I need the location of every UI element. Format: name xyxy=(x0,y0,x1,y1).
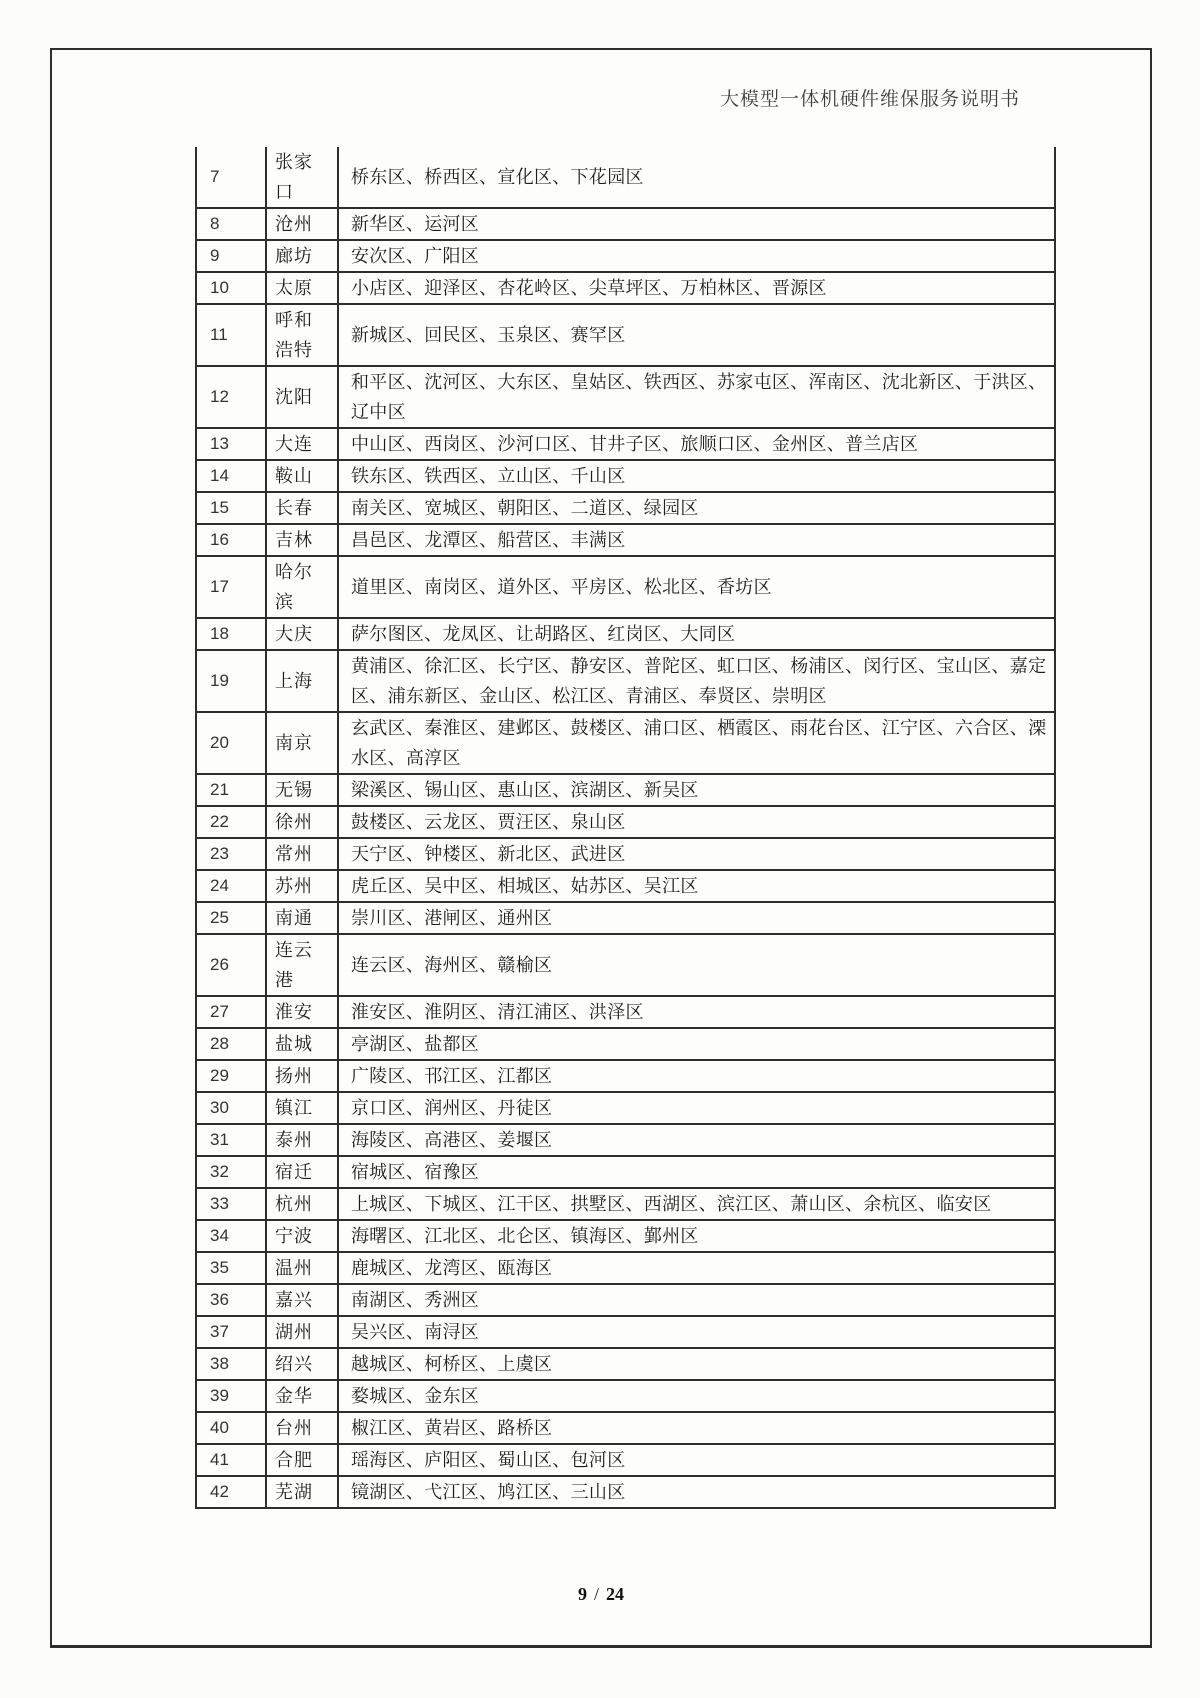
city-cell: 鞍山 xyxy=(266,460,338,492)
districts-cell: 道里区、南岗区、道外区、平房区、松北区、香坊区 xyxy=(338,556,1055,618)
table-row xyxy=(196,147,1055,208)
row-number-cell: 26 xyxy=(196,934,266,996)
districts-cell: 镜湖区、弋江区、鸠江区、三山区 xyxy=(338,1476,1055,1508)
row-number-cell: 42 xyxy=(196,1476,266,1508)
row-number-cell: 37 xyxy=(196,1316,266,1348)
row-number-cell: 30 xyxy=(196,1092,266,1124)
city-cell: 廊坊 xyxy=(266,240,338,272)
city-cell: 大庆 xyxy=(266,618,338,650)
table-row xyxy=(196,618,1055,650)
row-number-cell: 25 xyxy=(196,902,266,934)
city-cell: 大连 xyxy=(266,428,338,460)
table-row xyxy=(196,1028,1055,1060)
city-cell: 太原 xyxy=(266,272,338,304)
table-row xyxy=(196,1124,1055,1156)
table-row xyxy=(196,774,1055,806)
districts-cell: 萨尔图区、龙凤区、让胡路区、红岗区、大同区 xyxy=(338,618,1055,650)
row-number-cell: 11 xyxy=(196,304,266,366)
districts-cell: 安次区、广阳区 xyxy=(338,240,1055,272)
city-cell: 上海 xyxy=(266,650,338,712)
city-district-table xyxy=(195,147,1056,1509)
districts-cell: 淮安区、淮阴区、清江浦区、洪泽区 xyxy=(338,996,1055,1028)
row-number-cell: 18 xyxy=(196,618,266,650)
city-cell: 芜湖 xyxy=(266,1476,338,1508)
row-number-cell: 12 xyxy=(196,366,266,428)
districts-cell: 吴兴区、南浔区 xyxy=(338,1316,1055,1348)
districts-cell: 玄武区、秦淮区、建邺区、鼓楼区、浦口区、栖霞区、雨花台区、江宁区、六合区、溧水区、高淳区 xyxy=(338,712,1055,774)
city-cell: 盐城 xyxy=(266,1028,338,1060)
row-number-cell: 16 xyxy=(196,524,266,556)
table-row xyxy=(196,1156,1055,1188)
districts-cell: 鼓楼区、云龙区、贾汪区、泉山区 xyxy=(338,806,1055,838)
row-number-cell: 10 xyxy=(196,272,266,304)
districts-cell: 广陵区、邗江区、江都区 xyxy=(338,1060,1055,1092)
row-number-cell: 38 xyxy=(196,1348,266,1380)
districts-cell: 崇川区、港闸区、通州区 xyxy=(338,902,1055,934)
city-cell: 湖州 xyxy=(266,1316,338,1348)
table-row xyxy=(196,1220,1055,1252)
table-row xyxy=(196,1476,1055,1508)
districts-cell: 天宁区、钟楼区、新北区、武进区 xyxy=(338,838,1055,870)
table-row xyxy=(196,428,1055,460)
table-row xyxy=(196,870,1055,902)
row-number-cell: 20 xyxy=(196,712,266,774)
city-cell: 杭州 xyxy=(266,1188,338,1220)
districts-cell: 鹿城区、龙湾区、瓯海区 xyxy=(338,1252,1055,1284)
districts-cell: 虎丘区、吴中区、相城区、姑苏区、吴江区 xyxy=(338,870,1055,902)
table-row xyxy=(196,1380,1055,1412)
table-row xyxy=(196,806,1055,838)
document-header-title: 大模型一体机硬件维保服务说明书 xyxy=(719,89,1020,110)
city-cell: 宁波 xyxy=(266,1220,338,1252)
page-number-total: 24 xyxy=(606,1584,624,1604)
city-cell: 镇江 xyxy=(266,1092,338,1124)
table-row xyxy=(196,304,1055,366)
row-number-cell: 23 xyxy=(196,838,266,870)
city-cell: 嘉兴 xyxy=(266,1284,338,1316)
city-cell: 徐州 xyxy=(266,806,338,838)
table-row xyxy=(196,1060,1055,1092)
table-row xyxy=(196,1252,1055,1284)
districts-cell: 上城区、下城区、江干区、拱墅区、西湖区、滨江区、萧山区、余杭区、临安区 xyxy=(338,1188,1055,1220)
districts-cell: 京口区、润州区、丹徒区 xyxy=(338,1092,1055,1124)
city-cell: 沈阳 xyxy=(266,366,338,428)
row-number-cell: 8 xyxy=(196,208,266,240)
table-row xyxy=(196,1092,1055,1124)
row-number-cell: 15 xyxy=(196,492,266,524)
districts-cell: 宿城区、宿豫区 xyxy=(338,1156,1055,1188)
city-cell: 温州 xyxy=(266,1252,338,1284)
city-cell: 沧州 xyxy=(266,208,338,240)
row-number-cell: 9 xyxy=(196,240,266,272)
city-cell: 呼和浩特 xyxy=(266,304,338,366)
districts-cell: 中山区、西岗区、沙河口区、甘井子区、旅顺口区、金州区、普兰店区 xyxy=(338,428,1055,460)
districts-cell: 连云区、海州区、赣榆区 xyxy=(338,934,1055,996)
table-row xyxy=(196,1284,1055,1316)
districts-cell: 婺城区、金东区 xyxy=(338,1380,1055,1412)
table-row xyxy=(196,996,1055,1028)
row-number-cell: 39 xyxy=(196,1380,266,1412)
city-cell: 南通 xyxy=(266,902,338,934)
city-cell: 常州 xyxy=(266,838,338,870)
city-cell: 泰州 xyxy=(266,1124,338,1156)
page-number-footer xyxy=(52,1584,1150,1605)
row-number-cell: 32 xyxy=(196,1156,266,1188)
city-cell: 台州 xyxy=(266,1412,338,1444)
row-number-cell: 27 xyxy=(196,996,266,1028)
districts-cell: 南关区、宽城区、朝阳区、二道区、绿园区 xyxy=(338,492,1055,524)
row-number-cell: 13 xyxy=(196,428,266,460)
page-number-current: 9 xyxy=(577,1584,587,1604)
table-row xyxy=(196,272,1055,304)
row-number-cell: 14 xyxy=(196,460,266,492)
districts-cell: 昌邑区、龙潭区、船营区、丰满区 xyxy=(338,524,1055,556)
table-row xyxy=(196,1444,1055,1476)
table-row xyxy=(196,524,1055,556)
districts-cell: 梁溪区、锡山区、惠山区、滨湖区、新吴区 xyxy=(338,774,1055,806)
table-row xyxy=(196,650,1055,712)
districts-cell: 椒江区、黄岩区、路桥区 xyxy=(338,1412,1055,1444)
city-cell: 扬州 xyxy=(266,1060,338,1092)
districts-cell: 小店区、迎泽区、杏花岭区、尖草坪区、万柏林区、晋源区 xyxy=(338,272,1055,304)
row-number-cell: 19 xyxy=(196,650,266,712)
districts-cell: 新华区、运河区 xyxy=(338,208,1055,240)
city-cell: 吉林 xyxy=(266,524,338,556)
table-row xyxy=(196,934,1055,996)
districts-cell: 新城区、回民区、玉泉区、赛罕区 xyxy=(338,304,1055,366)
city-cell: 连云港 xyxy=(266,934,338,996)
districts-cell: 和平区、沈河区、大东区、皇姑区、铁西区、苏家屯区、浑南区、沈北新区、于洪区、辽中区 xyxy=(338,366,1055,428)
city-cell: 南京 xyxy=(266,712,338,774)
row-number-cell: 33 xyxy=(196,1188,266,1220)
city-cell: 合肥 xyxy=(266,1444,338,1476)
table-row xyxy=(196,1348,1055,1380)
districts-cell: 海陵区、高港区、姜堰区 xyxy=(338,1124,1055,1156)
districts-cell: 铁东区、铁西区、立山区、千山区 xyxy=(338,460,1055,492)
row-number-cell: 41 xyxy=(196,1444,266,1476)
city-cell: 无锡 xyxy=(266,774,338,806)
row-number-cell: 7 xyxy=(196,147,266,208)
table-row xyxy=(196,556,1055,618)
table-row xyxy=(196,208,1055,240)
table-row xyxy=(196,492,1055,524)
table-row xyxy=(196,1188,1055,1220)
city-cell: 张家口 xyxy=(266,147,338,208)
districts-cell: 黄浦区、徐汇区、长宁区、静安区、普陀区、虹口区、杨浦区、闵行区、宝山区、嘉定区、浦东新区、金山区、松江区、青浦区、奉贤区、崇明区 xyxy=(338,650,1055,712)
city-cell: 绍兴 xyxy=(266,1348,338,1380)
city-cell: 淮安 xyxy=(266,996,338,1028)
row-number-cell: 35 xyxy=(196,1252,266,1284)
table-row xyxy=(196,460,1055,492)
table-row xyxy=(196,366,1055,428)
page-frame xyxy=(50,48,1152,1648)
table-row xyxy=(196,838,1055,870)
city-cell: 哈尔滨 xyxy=(266,556,338,618)
city-cell: 长春 xyxy=(266,492,338,524)
row-number-cell: 36 xyxy=(196,1284,266,1316)
row-number-cell: 29 xyxy=(196,1060,266,1092)
districts-cell: 海曙区、江北区、北仑区、镇海区、鄞州区 xyxy=(338,1220,1055,1252)
city-cell: 苏州 xyxy=(266,870,338,902)
table-row xyxy=(196,240,1055,272)
districts-cell: 瑶海区、庐阳区、蜀山区、包河区 xyxy=(338,1444,1055,1476)
row-number-cell: 40 xyxy=(196,1412,266,1444)
districts-cell: 桥东区、桥西区、宣化区、下花园区 xyxy=(338,147,1055,208)
city-cell: 宿迁 xyxy=(266,1156,338,1188)
row-number-cell: 31 xyxy=(196,1124,266,1156)
table-row xyxy=(196,1316,1055,1348)
row-number-cell: 24 xyxy=(196,870,266,902)
row-number-cell: 21 xyxy=(196,774,266,806)
districts-cell: 亭湖区、盐都区 xyxy=(338,1028,1055,1060)
row-number-cell: 17 xyxy=(196,556,266,618)
table-row xyxy=(196,712,1055,774)
row-number-cell: 22 xyxy=(196,806,266,838)
table-row xyxy=(196,1412,1055,1444)
row-number-cell: 34 xyxy=(196,1220,266,1252)
districts-cell: 南湖区、秀洲区 xyxy=(338,1284,1055,1316)
city-cell: 金华 xyxy=(266,1380,338,1412)
table-body xyxy=(196,147,1055,1508)
page-number-separator: / xyxy=(593,1584,599,1604)
table-row xyxy=(196,902,1055,934)
districts-cell: 越城区、柯桥区、上虞区 xyxy=(338,1348,1055,1380)
row-number-cell: 28 xyxy=(196,1028,266,1060)
